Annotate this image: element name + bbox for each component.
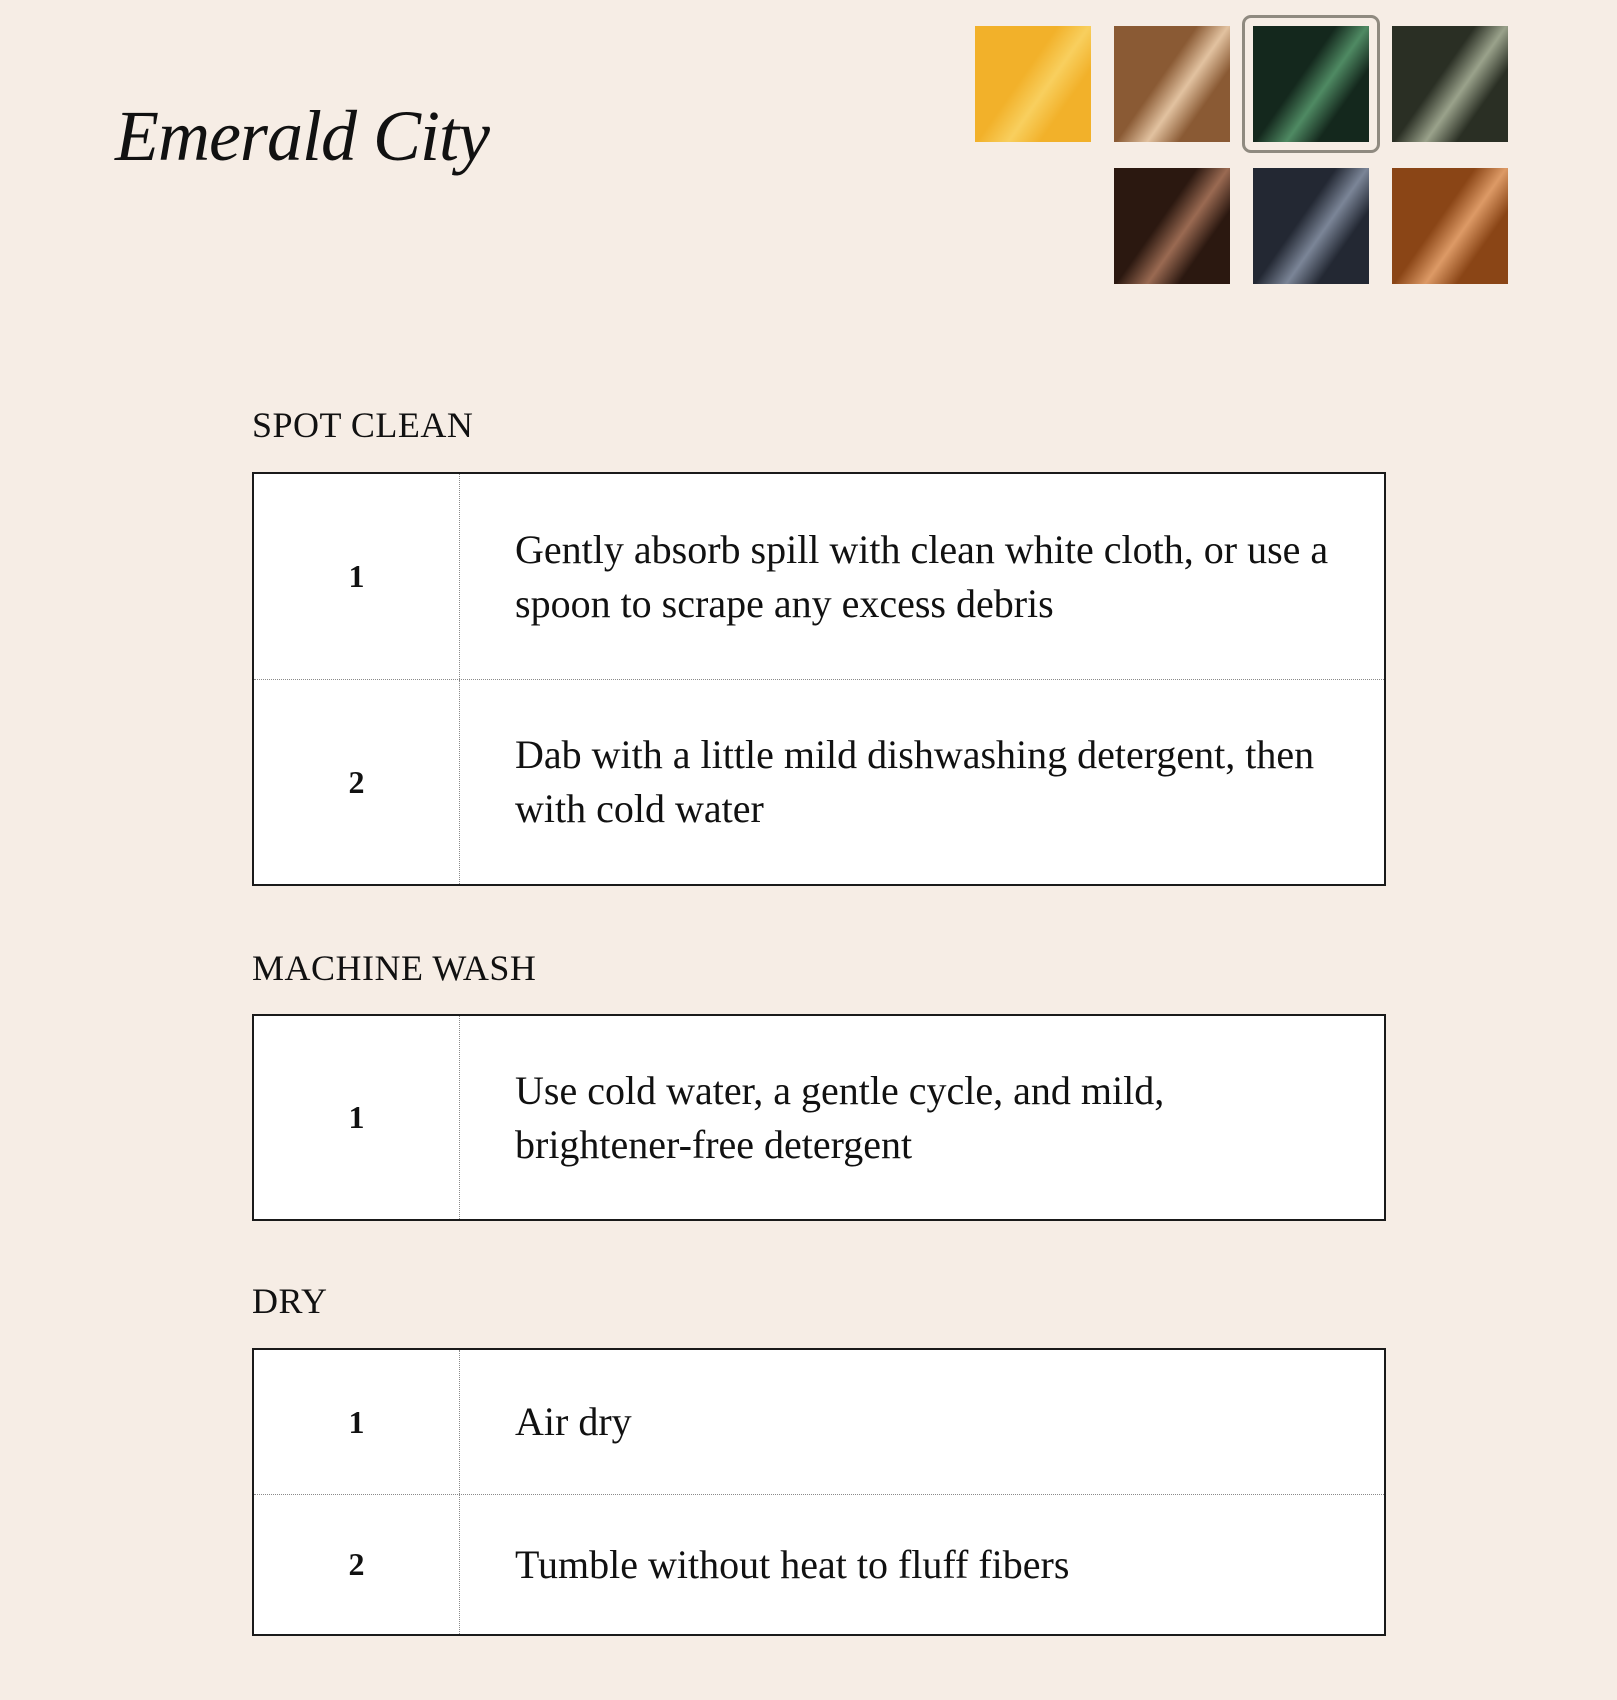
section-label-machine-wash: MACHINE WASH (252, 948, 537, 988)
step-text: Air dry (515, 1399, 632, 1444)
step-number: 1 (254, 1016, 460, 1219)
step-text: Tumble without heat to fluff fibers (515, 1541, 1070, 1587)
swatch-chocolate[interactable] (1114, 168, 1230, 284)
table-row (254, 1016, 1384, 1219)
care-table-spot-clean (252, 472, 1386, 886)
step-number: 2 (254, 1495, 460, 1634)
step-number: 1 (254, 474, 460, 679)
step-number: 2 (254, 680, 460, 884)
section-label-dry: DRY (252, 1281, 328, 1321)
step-text: Gently absorb spill with clean white cloth, or use a spoon to scrape any excess debris (515, 526, 1329, 626)
section-label-spot-clean: SPOT CLEAN (252, 405, 474, 445)
swatch-olive[interactable] (1392, 26, 1508, 142)
swatch-navy[interactable] (1253, 168, 1369, 284)
step-number: 1 (254, 1350, 460, 1494)
table-row (254, 1350, 1384, 1494)
table-row (254, 1494, 1384, 1634)
care-table-dry (252, 1348, 1386, 1636)
product-title: Emerald City (115, 96, 489, 176)
table-row (254, 679, 1384, 884)
swatch-emerald[interactable] (1253, 26, 1369, 142)
care-table-machine-wash (252, 1014, 1386, 1221)
swatch-tan[interactable] (1114, 26, 1230, 142)
step-text: Dab with a little mild dishwashing detergent, then with cold water (515, 732, 1315, 831)
table-row (254, 474, 1384, 679)
swatch-yellow[interactable] (975, 26, 1091, 142)
swatch-rust[interactable] (1392, 168, 1508, 284)
step-text: Use cold water, a gentle cycle, and mild, brightener-free detergent (515, 1067, 1165, 1167)
